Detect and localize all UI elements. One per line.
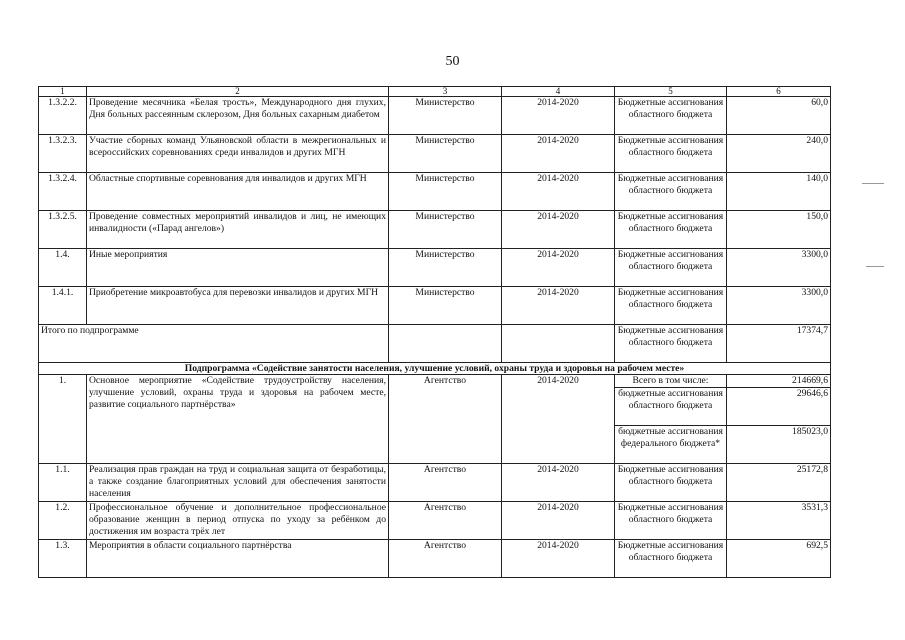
column-number: 4 (502, 87, 615, 97)
amount: 692,5 (727, 540, 831, 578)
total-amount: 17374,7 (727, 325, 831, 363)
funding-source: бюджетные ассигнования федерального бюджета* (615, 426, 727, 464)
funding-source: Бюджетные ассигнования областного бюджета (615, 287, 727, 325)
executor: Министерство (389, 249, 502, 287)
measure-name: Областные спортивные соревнования для инвалидов и других МГН (87, 173, 389, 211)
row-number: 1.1. (39, 464, 87, 502)
row-number: 1.4.1. (39, 287, 87, 325)
funding-source: Бюджетные ассигнования областного бюджета (615, 135, 727, 173)
funding-source: Бюджетные ассигнования областного бюджета (615, 540, 727, 578)
row-number: 1.2. (39, 502, 87, 540)
column-number: 6 (727, 87, 831, 97)
funding-source: Бюджетные ассигнования областного бюджета (615, 249, 727, 287)
table-row (39, 135, 831, 173)
amount: 3300,0 (727, 287, 831, 325)
table-row (39, 97, 831, 135)
period: 2014-2020 (502, 375, 615, 464)
row-number: 1.3.2.4. (39, 173, 87, 211)
funding-source: Бюджетные ассигнования областного бюджета (615, 211, 727, 249)
row-number: 1.3.2.5. (39, 211, 87, 249)
main-measure-row (39, 375, 831, 388)
table-row (39, 173, 831, 211)
row-number: 1.4. (39, 249, 87, 287)
period: 2014-2020 (502, 249, 615, 287)
measure-name: Приобретение микроавтобуса для перевозки инвалидов и других МГН (87, 287, 389, 325)
scan-mark (866, 266, 884, 267)
period: 2014-2020 (502, 464, 615, 502)
measure-name: Проведение совместных мероприятий инвалидов и лиц, не имеющих инвалидности («Парад ангелов») (87, 211, 389, 249)
amount: 214669,6 (727, 375, 831, 388)
column-number: 2 (87, 87, 389, 97)
row-number: 1.3. (39, 540, 87, 578)
period: 2014-2020 (502, 502, 615, 540)
subprogram-header-row (39, 363, 831, 375)
total-row (39, 325, 831, 363)
empty-cell (389, 325, 502, 363)
executor: Агентство (389, 375, 502, 464)
period: 2014-2020 (502, 287, 615, 325)
measure-name: Профессиональное обучение и дополнительное профессиональное образование женщин в период отпуска по уходу за ребёнком до достижения им возраста трёх лет (87, 502, 389, 540)
column-number: 5 (615, 87, 727, 97)
page-number: 50 (445, 54, 460, 69)
table-row (39, 211, 831, 249)
funding-source: Бюджетные ассигнования областного бюджета (615, 464, 727, 502)
amount: 240,0 (727, 135, 831, 173)
executor: Министерство (389, 211, 502, 249)
amount: 150,0 (727, 211, 831, 249)
row-number: 1.3.2.2. (39, 97, 87, 135)
period: 2014-2020 (502, 211, 615, 249)
period: 2014-2020 (502, 173, 615, 211)
measure-name: Реализация прав граждан на труд и социальная защита от безработицы, а также создание благоприятных условий для обеспечения занятости населения (87, 464, 389, 502)
total-label: Итого по подпрограмме (39, 325, 389, 363)
column-number: 1 (39, 87, 87, 97)
amount: 60,0 (727, 97, 831, 135)
measure-name: Проведение месячника «Белая трость», Международного дня глухих, Дня больных рассеянным склерозом, Дня больных сахарным диабетом (87, 97, 389, 135)
amount: 140,0 (727, 173, 831, 211)
amount: 29646,6 (727, 388, 831, 426)
funding-source: Бюджетные ассигнования областного бюджета (615, 325, 727, 363)
funding-source: Всего в том числе: (615, 375, 727, 388)
executor: Агентство (389, 464, 502, 502)
measure-name: Мероприятия в области социального партнёрства (87, 540, 389, 578)
scan-mark (862, 183, 884, 184)
table-row (39, 502, 831, 540)
row-number: 1.3.2.3. (39, 135, 87, 173)
amount: 3300,0 (727, 249, 831, 287)
executor: Министерство (389, 173, 502, 211)
executor: Агентство (389, 502, 502, 540)
table-row (39, 464, 831, 502)
program-table (38, 86, 831, 578)
amount: 25172,8 (727, 464, 831, 502)
column-number-row (39, 87, 831, 97)
column-number: 3 (389, 87, 502, 97)
funding-source: Бюджетные ассигнования областного бюджета (615, 97, 727, 135)
executor: Министерство (389, 135, 502, 173)
executor: Министерство (389, 287, 502, 325)
empty-cell (502, 325, 615, 363)
funding-source: Бюджетные ассигнования областного бюджета (615, 173, 727, 211)
executor: Министерство (389, 97, 502, 135)
period: 2014-2020 (502, 540, 615, 578)
amount: 3531,3 (727, 502, 831, 540)
measure-name: Основное мероприятие «Содействие трудоустройству населения, улучшение условий, охраны труда и здоровья на рабочем месте, развитие социального партнёрства» (87, 375, 389, 464)
amount: 185023,0 (727, 426, 831, 464)
executor: Агентство (389, 540, 502, 578)
table-row (39, 249, 831, 287)
funding-source: бюджетные ассигнования областного бюджета (615, 388, 727, 426)
subprogram-title: Подпрограмма «Содействие занятости населения, улучшение условий, охраны труда и здоровья на рабочем месте» (39, 363, 831, 375)
period: 2014-2020 (502, 97, 615, 135)
measure-name: Участие сборных команд Ульяновской области в межрегиональных и всероссийских соревнованиях среди инвалидов и других МГН (87, 135, 389, 173)
row-number: 1. (39, 375, 87, 464)
measure-name: Иные мероприятия (87, 249, 389, 287)
table-row (39, 287, 831, 325)
funding-source: Бюджетные ассигнования областного бюджета (615, 502, 727, 540)
period: 2014-2020 (502, 135, 615, 173)
table-row (39, 540, 831, 578)
